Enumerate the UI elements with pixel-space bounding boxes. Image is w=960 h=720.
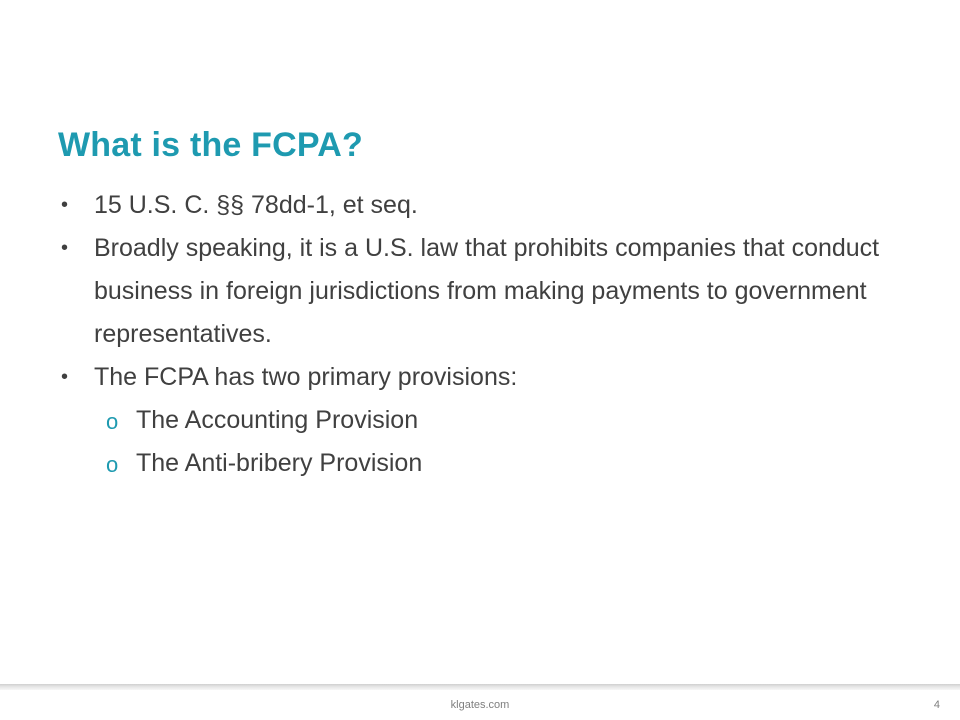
- bullet-text: 15 U.S. C. §§ 78dd-1, et seq.: [94, 191, 418, 219]
- bullet-marker: •: [61, 194, 69, 216]
- sub-bullet-group: [58, 399, 928, 485]
- sub-bullet-item: [58, 442, 928, 485]
- footer-divider: [0, 684, 960, 690]
- sub-bullet-marker: o: [106, 452, 119, 477]
- sub-bullet-text: The Anti-bribery Provision: [136, 449, 423, 477]
- bullet-item: [58, 356, 928, 399]
- bullet-marker: •: [61, 237, 69, 259]
- sub-bullet-text: The Accounting Provision: [136, 406, 419, 434]
- bullet-text: The FCPA has two primary provisions:: [94, 363, 518, 391]
- sub-bullet-marker: o: [106, 409, 119, 434]
- bullet-text: Broadly speaking, it is a U.S. law that prohibits companies that conduct business in foreign jurisdictions from making payments to government representatives.: [94, 234, 880, 348]
- bullet-item: [58, 227, 928, 356]
- bullet-list: [58, 184, 928, 485]
- bullet-item: [58, 184, 928, 227]
- bullet-marker: •: [61, 366, 69, 388]
- sub-bullet-list: [58, 399, 928, 485]
- footer-url: klgates.com: [450, 699, 510, 711]
- page-number: 4: [933, 699, 940, 711]
- slide-title: What is the FCPA?: [58, 126, 363, 164]
- sub-bullet-item: [58, 399, 928, 442]
